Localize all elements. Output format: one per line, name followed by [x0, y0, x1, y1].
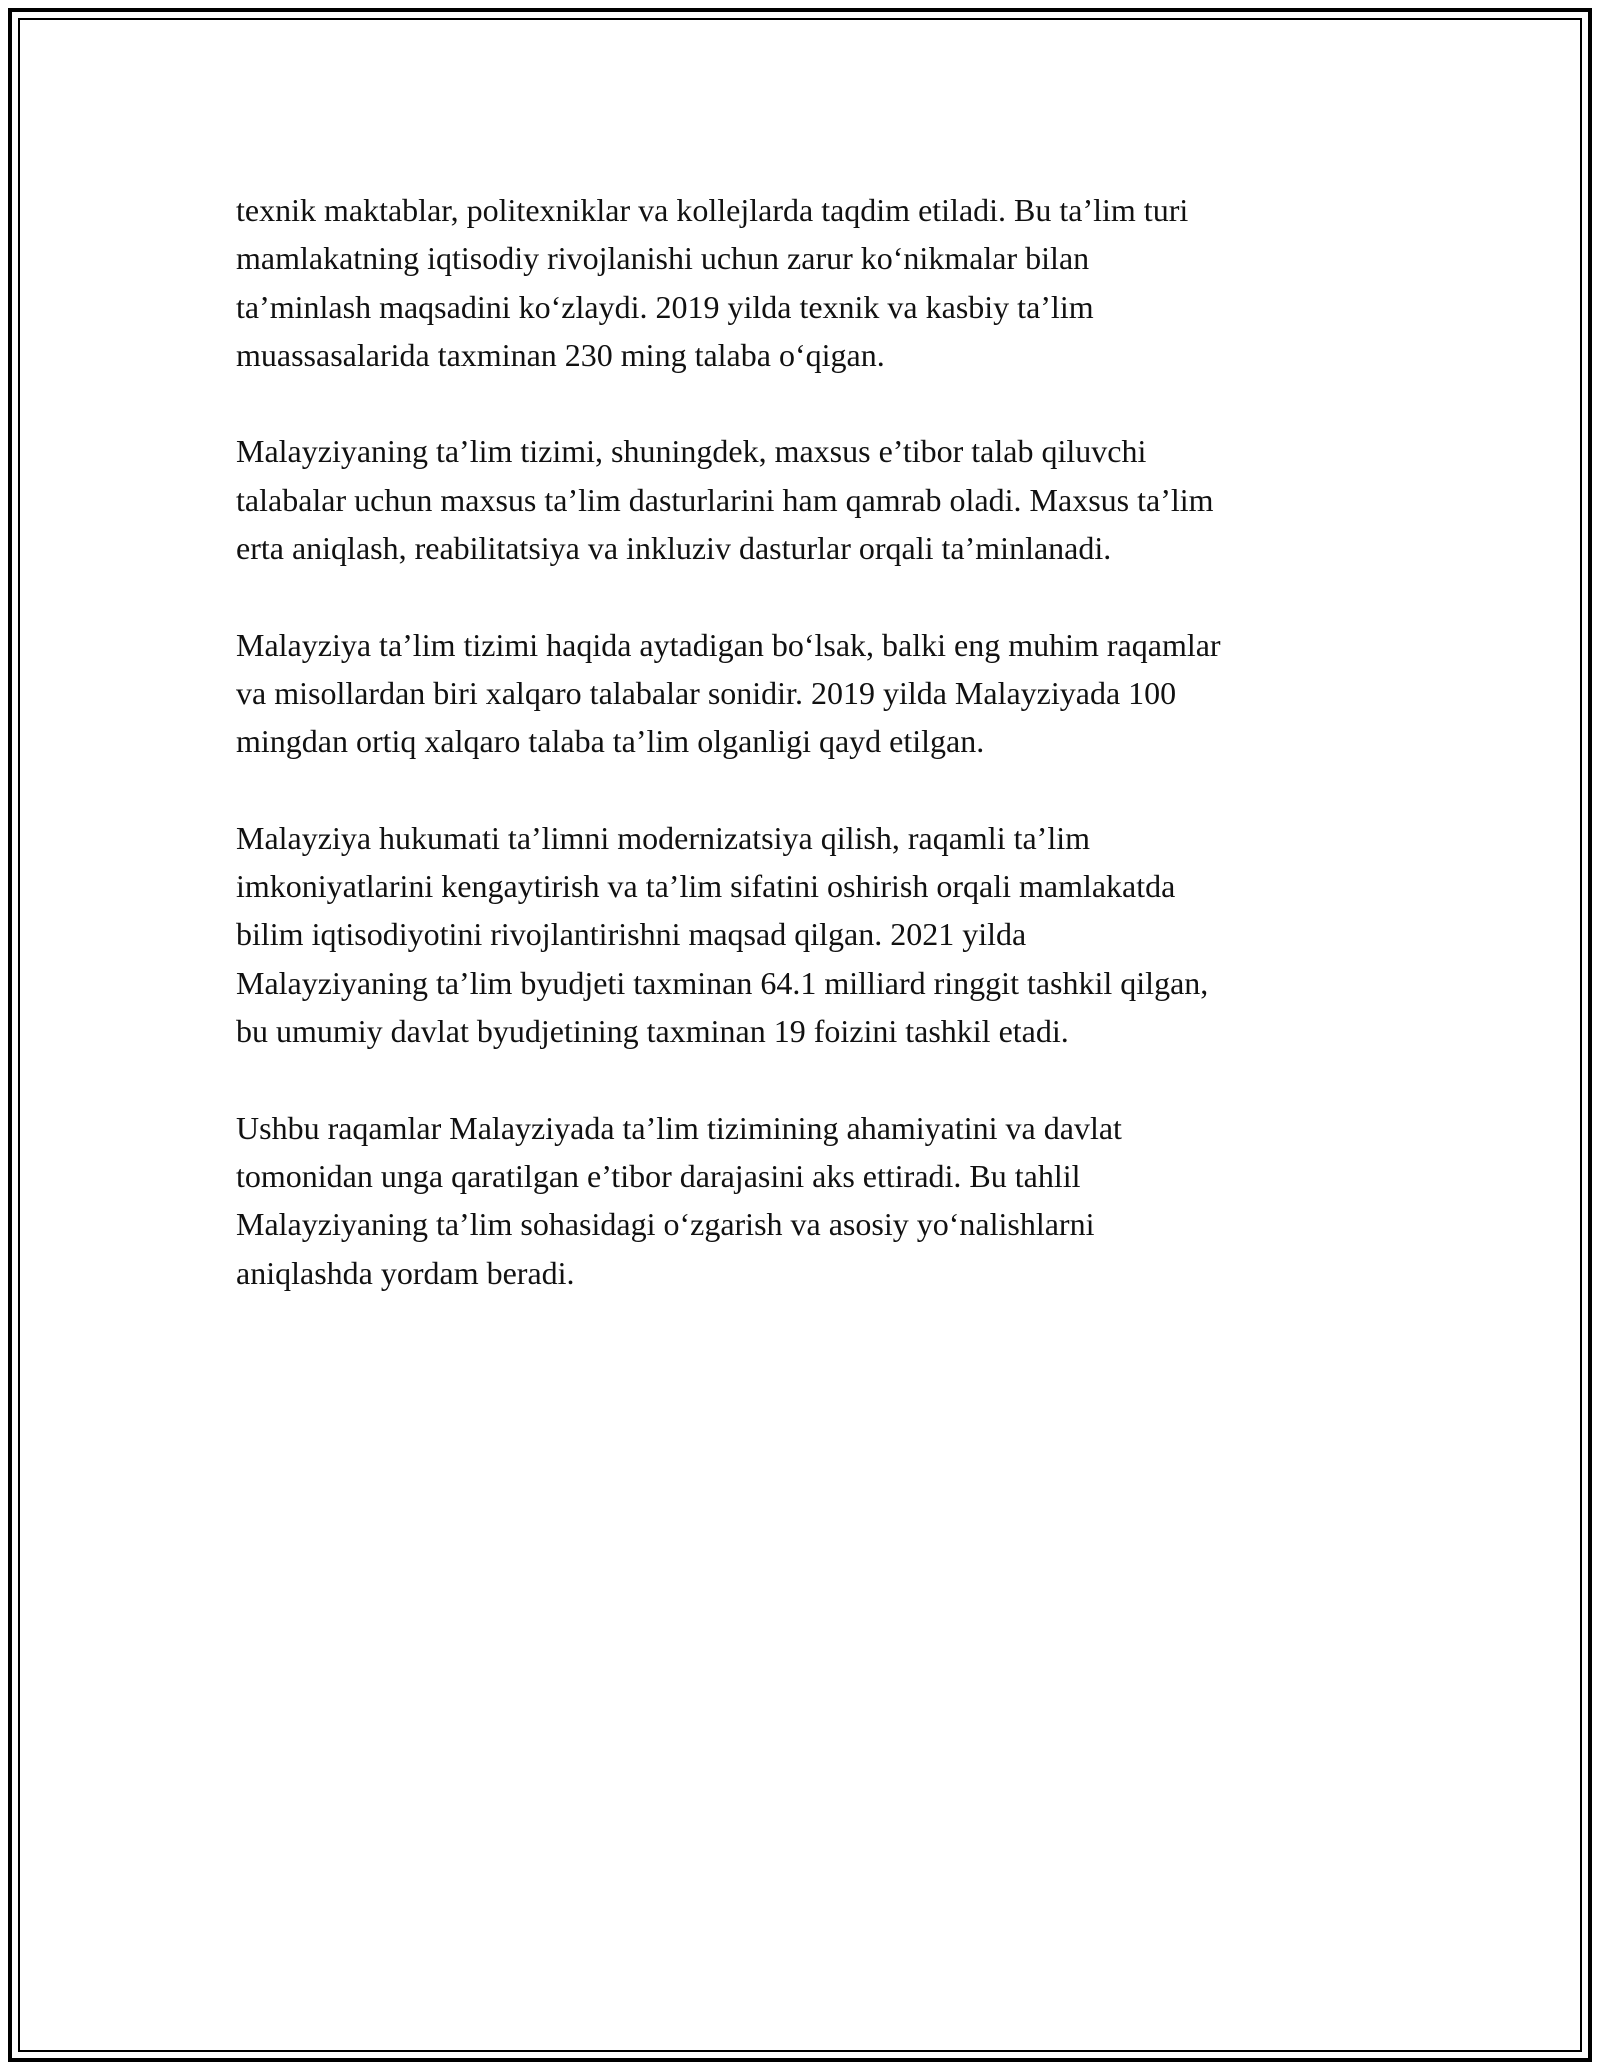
paragraph-education-budget: Malayziya hukumati ta’limni modernizatsiya qilish, raqamli ta’lim imkoniyatlarini kengaytirish va ta’lim sifatini oshirish orqali mamlakatda bilim iqtisodiyotini rivojlantirishni maqsad qilgan. 2021 yilda Malayziyaning ta’lim byudjeti taxminan 64.1 milliard ringgit tashkil qilgan, bu umumiy davlat byudjetining taxminan 19 foizini tashkil etadi.	[236, 819, 1209, 1050]
paragraph-special-education: Malayziyaning ta’lim tizimi, shuningdek, maxsus e’tibor talab qiluvchi talabalar uchun maxsus ta’lim dasturlarini ham qamrab oladi. Maxsus ta’lim erta aniqlash, reabilitatsiya va inkluziv dasturlar orqali ta’minlanadi.	[236, 433, 1214, 567]
paragraph-international-students: Malayziya ta’lim tizimi haqida aytadigan boʻlsak, balki eng muhim raqamlar va misollardan biri xalqaro talabalar sonidir. 2019 yilda Malayziyada 100 mingdan ortiq xalqaro talaba ta’lim olganligi qayd etilgan.	[236, 626, 1221, 760]
document-body	[236, 186, 1386, 1345]
paragraph-conclusion: Ushbu raqamlar Malayziyada ta’lim tizimining ahamiyatini va davlat tomonidan unga qaratilgan e’tibor darajasini aks ettiradi. Bu tahlil Malayziyaning ta’lim sohasidagi oʻzgarish va asosiy yoʻnalishlarni aniqlashda yordam beradi.	[236, 1109, 1122, 1291]
paragraph-vocational-education: texnik maktablar, politexniklar va kollejlarda taqdim etiladi. Bu ta’lim turi mamlakatning iqtisodiy rivojlanishi uchun zarur koʻnikmalar bilan ta’minlash maqsadini koʻzlaydi. 2019 yilda texnik va kasbiy ta’lim muassasalarida taxminan 230 ming talaba oʻqigan.	[236, 192, 1189, 373]
